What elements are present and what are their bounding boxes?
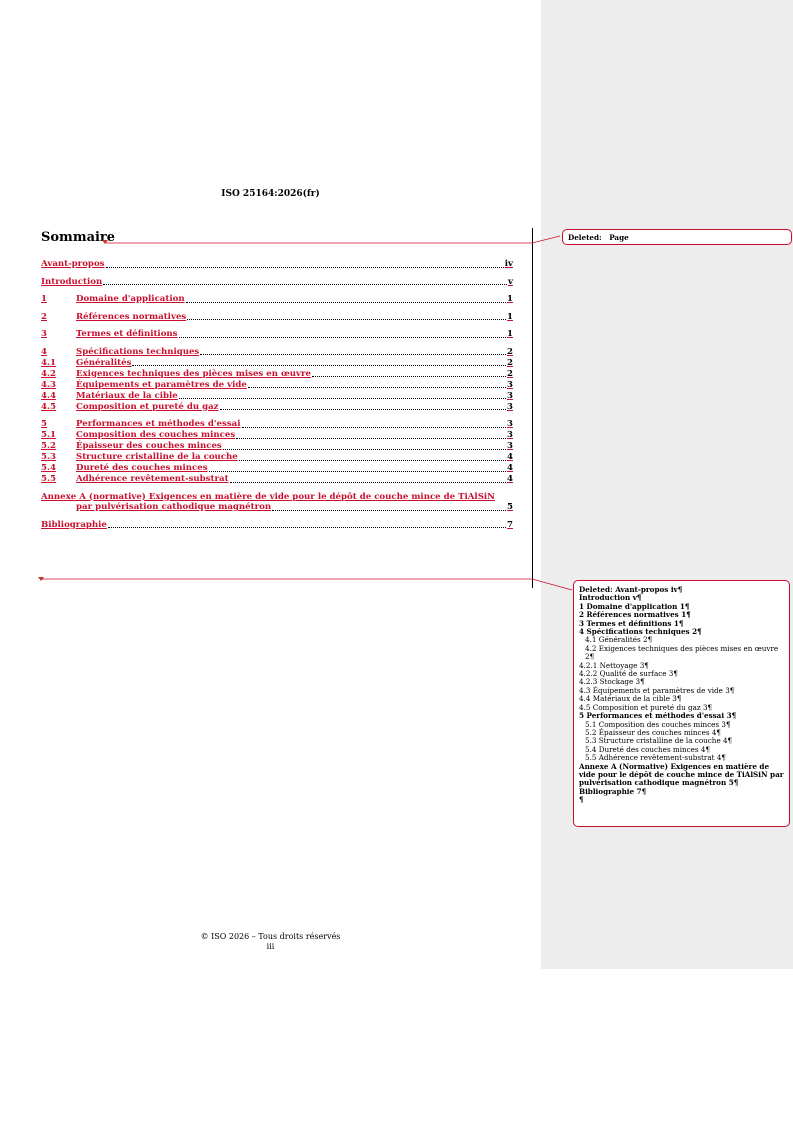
page-header: ISO 25164:2026(fr) <box>221 189 320 199</box>
toc-entry-page: 3 <box>507 430 513 440</box>
toc-entry-number: 2 <box>41 311 47 322</box>
deleted-toc-line <box>579 796 785 804</box>
toc-entry[interactable] <box>41 402 513 413</box>
toc-entry-page: 3 <box>507 390 513 401</box>
toc-entry[interactable] <box>41 329 513 340</box>
deleted-toc-line-text: 4.2.3 Stockage 3¶ <box>579 677 645 687</box>
insertion-caret-icon <box>102 240 108 244</box>
deleted-toc-line-text: 2 Références normatives 1¶ <box>579 610 691 620</box>
toc-entry-page: 1 <box>507 311 513 322</box>
toc-leader-dots <box>103 284 507 285</box>
toc-entry[interactable] <box>41 380 513 391</box>
deleted-toc-line-text: 4.2 Exigences techniques des pièces mises en œuvre 2¶ <box>585 643 779 662</box>
toc-entry-page: 4 <box>507 474 513 484</box>
toc-entry-number: 4.2 <box>41 368 56 379</box>
toc-entry-label: Domaine d'application <box>76 294 185 304</box>
toc-leader-dots <box>312 376 506 377</box>
toc-entry-number: 5.3 <box>41 452 56 462</box>
toc-annex-label: par pulvérisation cathodique magnétron <box>76 502 272 512</box>
toc-entry[interactable] <box>41 452 513 463</box>
toc-entry-label: Structure cristalline de la couche <box>76 452 238 462</box>
deleted-toc-line-text: 5.5 Adhérence revêtement-substrat 4¶ <box>585 753 726 763</box>
deleted-toc-line <box>579 645 785 662</box>
toc-leader-dots <box>223 449 506 450</box>
toc-bibliography-entry[interactable] <box>41 520 513 531</box>
toc-entry[interactable] <box>41 474 513 485</box>
toc-annex-page: 5 <box>507 502 513 512</box>
deleted-toc-line-text: 4.3 Équipements et paramètres de vide 3¶ <box>579 685 735 695</box>
deleted-toc-line-text: 5.3 Structure cristalline de la couche 4¶ <box>585 736 733 746</box>
deleted-comment-bubble[interactable] <box>562 229 792 245</box>
toc-entry-label: Composition et pureté du gaz <box>76 401 219 412</box>
toc-entry-label: Introduction <box>41 276 103 287</box>
toc-entry-number: 5.5 <box>41 474 56 484</box>
toc-leader-dots <box>186 302 506 303</box>
deleted-toc-line-text: 5.1 Composition des couches minces 3¶ <box>585 719 731 729</box>
toc-entry-label: Dureté des couches minces <box>76 463 208 473</box>
deleted-toc-line <box>579 788 785 796</box>
toc-entry[interactable] <box>41 277 513 288</box>
toc-leader-dots <box>106 267 504 268</box>
toc-entry-number: 1 <box>41 294 47 304</box>
toc-leader-dots <box>179 398 506 399</box>
toc-entry[interactable] <box>41 294 513 305</box>
deleted-toc-line-text: 4.2.1 Nettoyage 3¶ <box>579 660 649 670</box>
copyright-notice: © ISO 2026 – Tous droits réservés <box>200 932 341 941</box>
toc-entry-label: Composition des couches minces <box>76 430 236 440</box>
toc-entry-number: 4.1 <box>41 357 56 368</box>
toc-entry[interactable] <box>41 463 513 474</box>
toc-entry-page: iv <box>504 259 513 269</box>
deleted-toc-line-text: 4.5 Composition et pureté du gaz 3¶ <box>579 702 713 712</box>
deleted-toc-line-text: 1 Domaine d'application 1¶ <box>579 601 690 611</box>
deleted-toc-line-text: 4.2.2 Qualité de surface 3¶ <box>579 669 678 679</box>
toc-leader-dots <box>236 438 506 439</box>
deleted-toc-line-text: Introduction v¶ <box>579 593 642 603</box>
deleted-text: Page <box>609 233 629 242</box>
toc-entry-label: Épaisseur des couches minces <box>76 441 222 451</box>
toc-entry[interactable] <box>41 358 513 369</box>
deleted-toc-line-text: Avant-propos iv¶ <box>615 585 683 594</box>
toc-entry-label: Équipements et paramètres de vide <box>76 379 247 390</box>
toc-entry-page: 3 <box>507 379 513 390</box>
toc-leader-dots <box>200 354 506 355</box>
toc-entry[interactable] <box>41 441 513 452</box>
toc-title: Sommaire <box>41 230 116 245</box>
toc-entry-page: 3 <box>507 401 513 412</box>
toc-entry-page: 2 <box>507 357 513 368</box>
toc-leader-dots <box>220 409 506 410</box>
toc-leader-dots <box>239 460 506 461</box>
toc-annex-entry[interactable]: Annexe A (normative) Exigences en matière de vide pour le dépôt de couche mince de TiAlSiN <box>41 491 496 502</box>
deleted-label: Deleted: <box>579 585 613 594</box>
deleted-toc-line-text: Bibliographie 7¶ <box>579 786 647 796</box>
toc-entry-page: 4 <box>507 452 513 462</box>
toc-entry-number: 5.1 <box>41 430 56 440</box>
toc-entry-number: 4.4 <box>41 390 56 401</box>
toc-entry-number: 4.3 <box>41 379 56 390</box>
toc-entry-label: Termes et définitions <box>76 329 178 339</box>
toc-entry-page: 2 <box>507 346 513 357</box>
toc-annex-entry-cont[interactable] <box>41 502 513 513</box>
toc-leader-dots <box>187 319 506 320</box>
deleted-toc-line-text: Annexe A (Normative) Exigences en matière de vide pour le dépôt de couche mince de TiAlSiN par pulvérisation cathodique magnétron 5¶ <box>579 761 784 788</box>
toc-leader-dots <box>209 471 506 472</box>
toc-entry[interactable] <box>41 430 513 441</box>
toc-entry-page: 3 <box>507 419 513 429</box>
toc-bibliography-page: 7 <box>507 519 513 530</box>
deleted-toc-line-text: 4.4 Matériaux de la cible 3¶ <box>579 694 682 704</box>
toc-entry-page: 1 <box>507 329 513 339</box>
page-number: iii <box>266 942 275 951</box>
toc-entry[interactable] <box>41 391 513 402</box>
toc-bibliography-label: Bibliographie <box>41 519 107 530</box>
deleted-label: Deleted: <box>568 233 602 242</box>
deleted-toc-line-text: ¶ <box>579 795 584 805</box>
change-bar <box>532 228 533 588</box>
toc-entry-page: 3 <box>507 441 513 451</box>
toc-entry-number: 3 <box>41 329 47 339</box>
toc-entry[interactable] <box>41 259 513 270</box>
toc-leader-dots <box>179 337 507 338</box>
toc-entry-label: Matériaux de la cible <box>76 390 178 401</box>
deleted-toc-comment-bubble[interactable] <box>573 580 790 827</box>
deleted-toc-line-text: 5.2 Épaisseur des couches minces 4¶ <box>585 727 721 737</box>
toc-entry-label: Généralités <box>76 357 132 368</box>
toc-entry-number: 4.5 <box>41 401 56 412</box>
toc-entry-number: 5 <box>41 419 47 429</box>
toc-leader-dots <box>248 387 506 388</box>
deleted-toc-line-text: 4 Spécifications techniques 2¶ <box>579 627 702 637</box>
toc-entry-label: Références normatives <box>76 311 187 322</box>
toc-entry-page: 4 <box>507 463 513 473</box>
toc-entry-label: Adhérence revêtement-substrat <box>76 474 229 484</box>
toc-entry-label: Avant-propos <box>41 259 105 269</box>
toc-entry[interactable] <box>41 312 513 323</box>
deleted-toc-line-text: 3 Termes et définitions 1¶ <box>579 618 684 628</box>
toc-entry-page: 1 <box>507 294 513 304</box>
toc-leader-dots <box>272 510 506 511</box>
toc-entry[interactable] <box>41 369 513 380</box>
page-footer <box>0 932 541 952</box>
deletion-caret-icon <box>38 577 44 581</box>
toc-leader-dots <box>132 365 506 366</box>
toc-entry-label: Spécifications techniques <box>76 346 200 357</box>
toc-entry-number: 5.2 <box>41 441 56 451</box>
toc-entry-page: v <box>508 276 513 287</box>
toc-leader-dots <box>230 482 506 483</box>
deleted-toc-line-text: 5.4 Dureté des couches minces 4¶ <box>585 744 711 754</box>
toc-entry-label: Performances et méthodes d'essai <box>76 419 241 429</box>
toc-entry-label: Exigences techniques des pièces mises en œuvre <box>76 368 312 379</box>
deleted-toc-line-text: 5 Performances et méthodes d'essai 3¶ <box>579 711 737 721</box>
toc-entry-page: 2 <box>507 368 513 379</box>
toc-entry[interactable] <box>41 419 513 430</box>
toc-entry-number: 5.4 <box>41 463 56 473</box>
toc-leader-dots <box>242 427 507 428</box>
toc-leader-dots <box>108 527 506 528</box>
toc-entry-number: 4 <box>41 346 47 357</box>
deleted-toc-line <box>579 763 785 788</box>
deleted-toc-line-text: 4.1 Généralités 2¶ <box>585 635 653 645</box>
table-of-contents <box>41 259 513 530</box>
toc-entry[interactable] <box>41 347 513 358</box>
